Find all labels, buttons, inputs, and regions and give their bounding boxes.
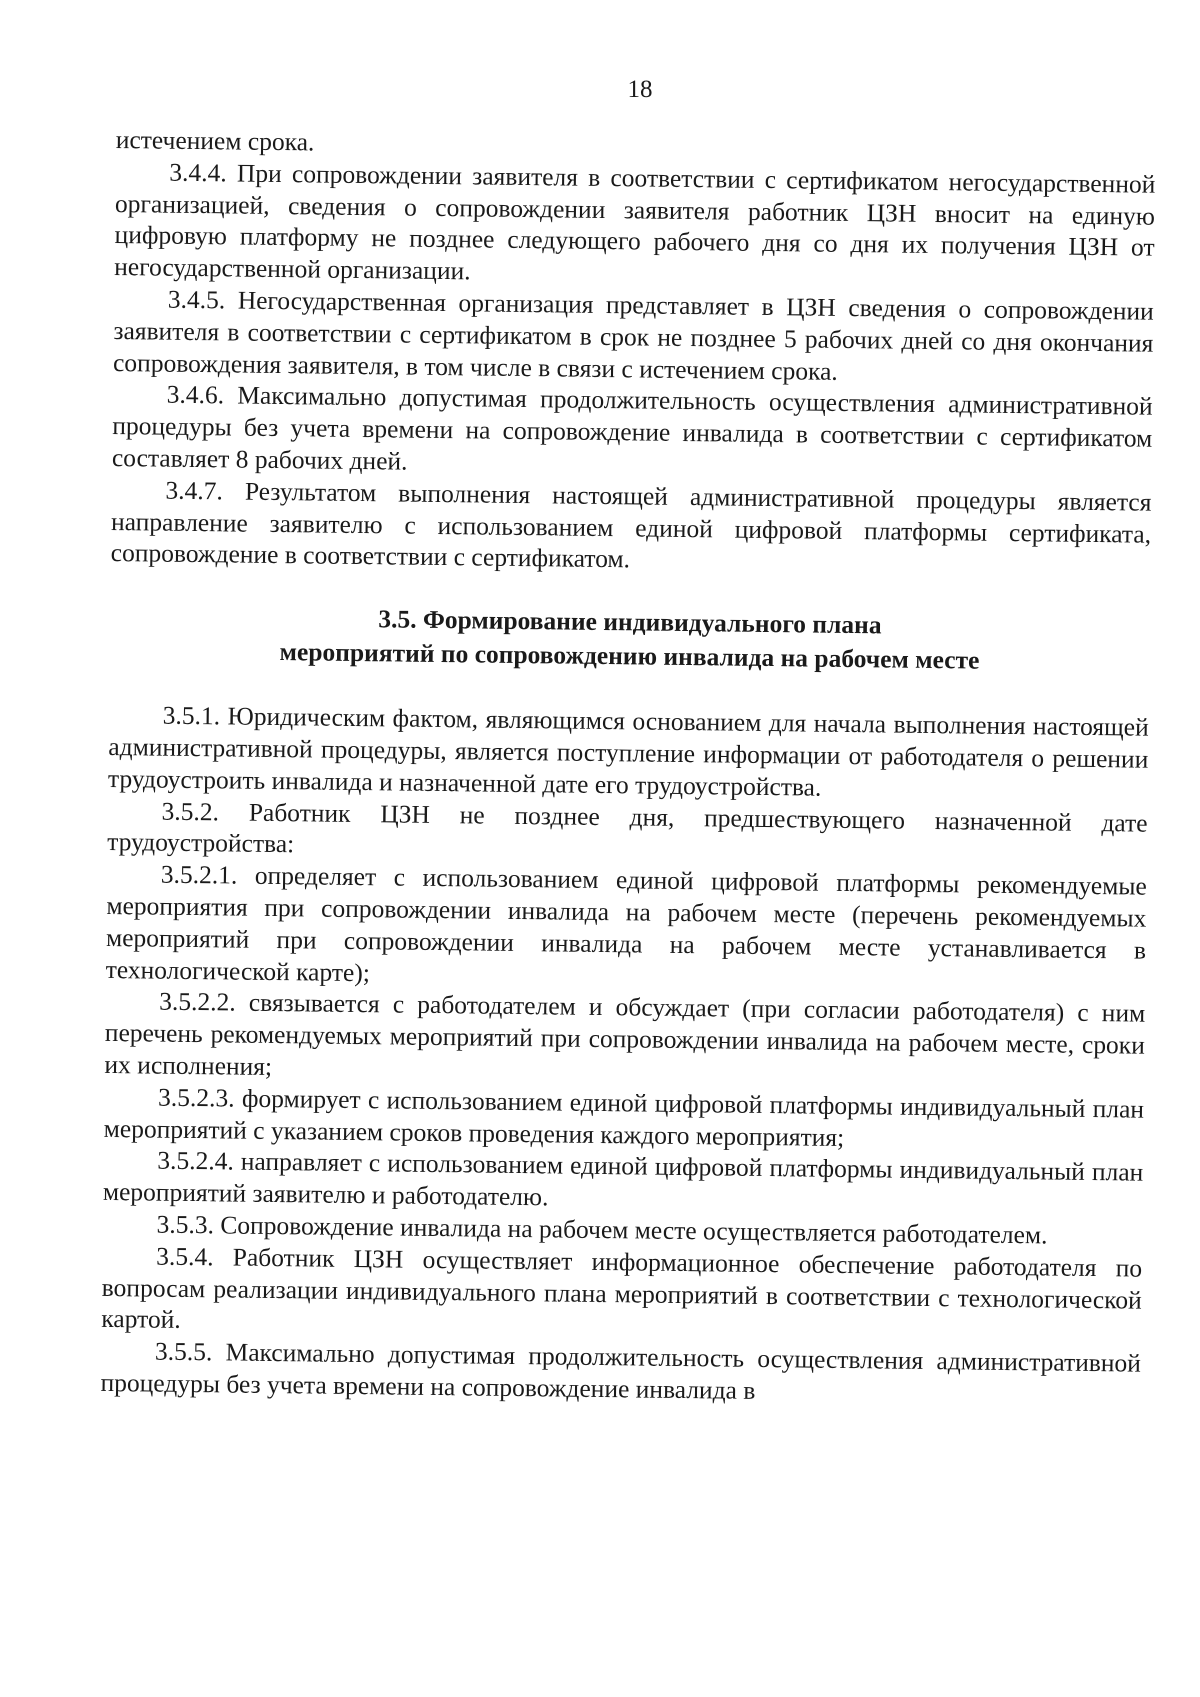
section-heading-line-1: 3.5. Формирование индивидуального плана	[378, 604, 882, 640]
section-heading-3-5	[109, 599, 1150, 680]
paragraph-3-5-2-2: 3.5.2.2. связывается с работодателем и обсуждает (при согласии работодателя) с ним перечень рекомендуемых мероприятий при сопровождении инвалида на рабочем месте, сроки их исполнения;	[104, 986, 1146, 1081]
page-number: 18	[627, 76, 653, 103]
paragraph-3-4-4: 3.4.4. При сопровождении заявителя в соответствии с сертификатом негосударственной организацией, сведения о сопровождении заявителя работник ЦЗН вносит на единую цифровую платформу не позднее следующего рабочего дня со дня их получения ЦЗН от негосударственной организации.	[114, 157, 1156, 286]
paragraph-3-4-5: 3.4.5. Негосударственная организация представляет в ЦЗН сведения о сопровождении заявителя в соответствии с сертификатом в срок не позднее 5 рабочих дней со дня окончания сопровождения заявителя, в том числе в связи с истечением срока.	[112, 284, 1154, 386]
paragraph-3-5-2-4: 3.5.2.4. направляет с использованием единой цифровой платформы индивидуальный план мероприятий заявителю и работодателю.	[102, 1145, 1144, 1212]
paragraph-3-5-5: 3.5.5. Максимально допустимая продолжительность осуществления административной процедуры без учета времени на сопровождение инвалида в	[100, 1336, 1142, 1405]
paragraph-continuation: истечением срока.	[115, 124, 315, 157]
paragraph-3-4-7: 3.4.7. Результатом выполнения настоящей административной процедуры является направление заявителю с использованием единой цифровой платформы сертификата, сопровождение в соответствии с сертификатом.	[110, 475, 1152, 574]
document-body	[100, 124, 1155, 1411]
paragraph-3-5-2-3: 3.5.2.3. формирует с использованием единой цифровой платформы индивидуальный план мероприятий с указанием сроков проведения каждого мероприятия;	[103, 1082, 1145, 1152]
paragraph-3-5-1: 3.5.1. Юридическим фактом, являющимся основанием для начала выполнения настоящей административной процедуры, является поступление информации от работодателя о решении трудоустроить инвалида и назначенной дате его трудоустройства.	[107, 700, 1149, 802]
paragraph-3-5-4: 3.5.4. Работник ЦЗН осуществляет информационное обеспечение работодателя по вопросам реализации индивидуального плана мероприятий в соответствии с технологической картой.	[101, 1241, 1143, 1335]
paragraph-3-5-2: 3.5.2. Работник ЦЗН не позднее дня, предшествующего назначенной дате трудоустройства:	[107, 796, 1148, 859]
section-heading-line-2: мероприятий по сопровождению инвалида на рабочем месте	[279, 637, 980, 675]
paragraph-3-5-3: 3.5.3. Сопровождение инвалида на рабочем месте осуществляется работодателем.	[156, 1209, 1048, 1250]
paragraph-3-5-2-1: 3.5.2.1. определяет с использованием единой цифровой платформы рекомендуемые мероприятия при сопровождении инвалида на рабочем месте (перечень рекомендуемых мероприятий при сопровождении инвалида на рабочем месте устанавливается в технологической карте);	[105, 859, 1147, 987]
paragraph-3-4-6: 3.4.6. Максимально допустимая продолжительность осуществления административной процедуры без учета времени на сопровождение инвалида в соответствии с сертификатом составляет 8 рабочих дней.	[111, 380, 1153, 476]
